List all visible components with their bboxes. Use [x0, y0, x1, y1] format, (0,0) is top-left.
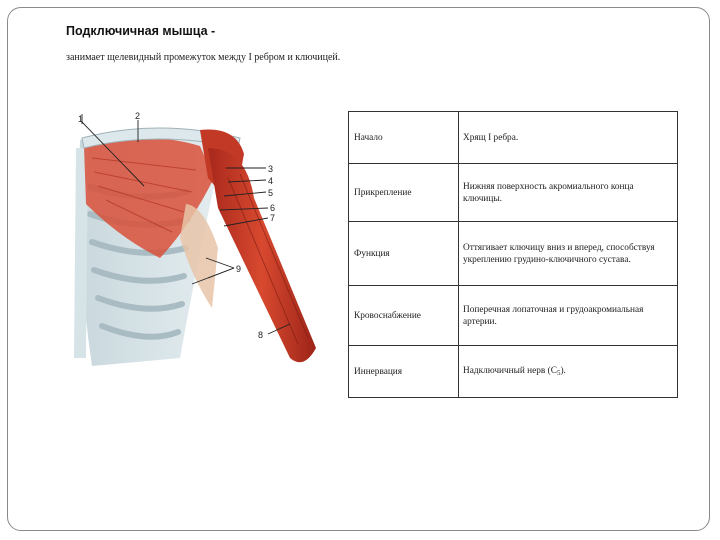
row-value: Оттягивает ключицу вниз и вперед, способствуя укреплению грудино-ключичного сустава.: [459, 222, 678, 286]
table-row: [349, 112, 678, 164]
row-key: Функция: [349, 222, 459, 286]
figure-label-2: 2: [135, 111, 141, 121]
value-suffix: ).: [560, 365, 566, 376]
value-prefix: Надключичный нерв (C: [463, 365, 557, 376]
muscle-info-table: [348, 111, 678, 398]
figure-label-7: 7: [270, 213, 276, 223]
slide-title: Подключичная мышца -: [66, 24, 216, 38]
figure-label-4: 4: [268, 176, 274, 186]
figure-label-8: 8: [258, 330, 264, 340]
figure-label-5: 5: [268, 188, 274, 198]
slide-subtitle: занимает щелевидный промежуток между I ребром и ключицей.: [66, 52, 341, 63]
figure-label-6: 6: [270, 203, 276, 213]
row-key: Иннервация: [349, 346, 459, 398]
anatomy-illustration: [68, 108, 330, 374]
row-value: [459, 346, 678, 398]
figure-label-9: 9: [236, 264, 242, 274]
row-key: Кровоснабжение: [349, 286, 459, 346]
value-subscript: 5: [556, 368, 561, 377]
table-row: [349, 346, 678, 398]
row-key: Начало: [349, 112, 459, 164]
table-row: [349, 164, 678, 222]
table-row: [349, 222, 678, 286]
table-row: [349, 286, 678, 346]
row-key: Прикрепление: [349, 164, 459, 222]
figure-label-3: 3: [268, 164, 274, 174]
figure-label-1: 1: [78, 114, 84, 124]
row-value: Хрящ I ребра.: [459, 112, 678, 164]
row-value: Нижняя поверхность акромиального конца ключицы.: [459, 164, 678, 222]
row-value: Поперечная лопаточная и грудоакромиальная артерии.: [459, 286, 678, 346]
